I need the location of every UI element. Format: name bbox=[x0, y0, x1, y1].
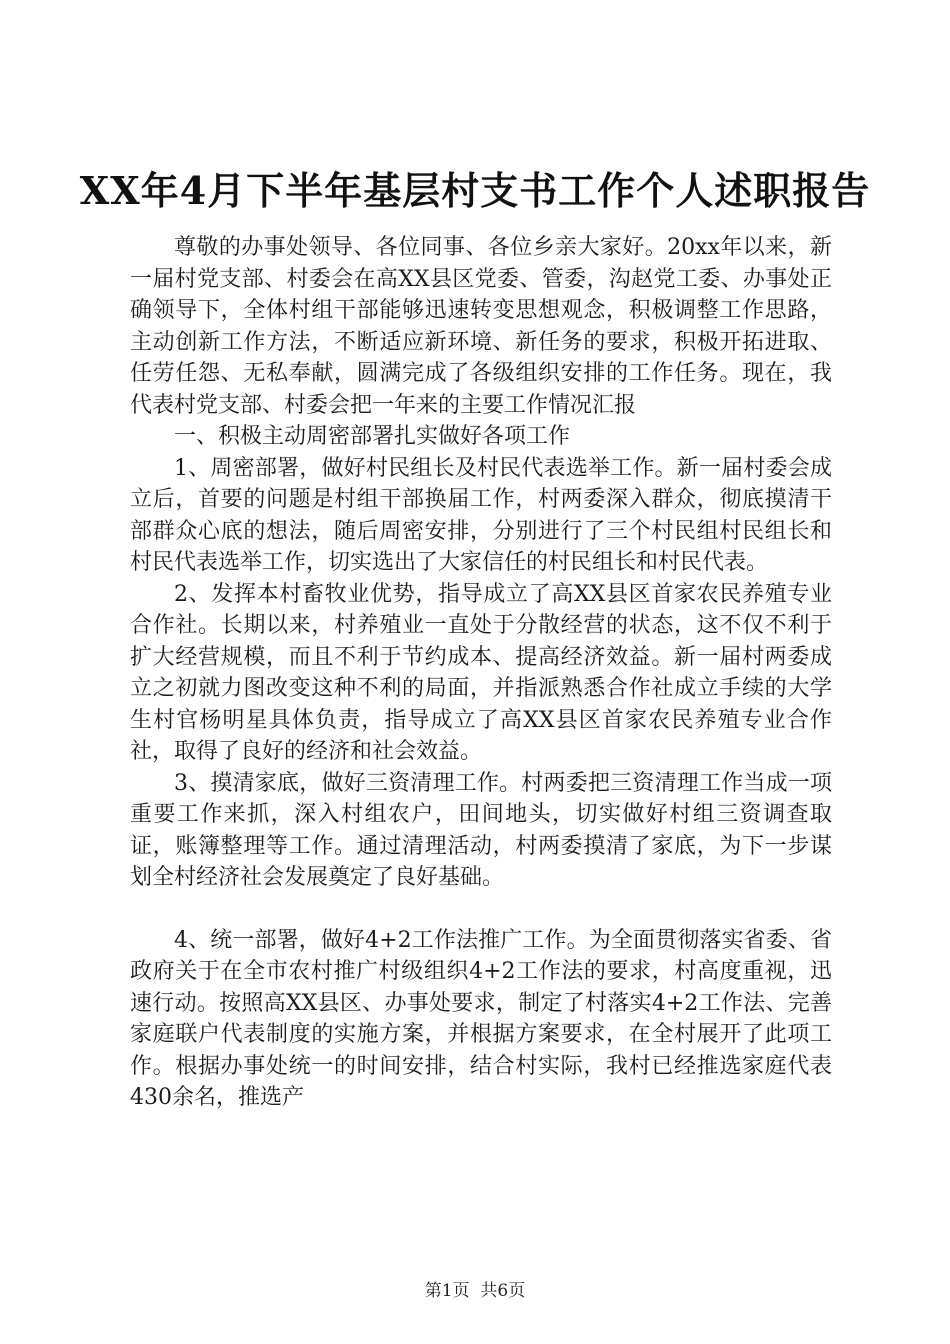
section-heading: 一、积极主动周密部署扎实做好各项工作 bbox=[174, 424, 571, 449]
page-number: 第1页 bbox=[424, 1281, 470, 1301]
page-total: 共6页 bbox=[480, 1281, 526, 1301]
paragraph-item-3: 3、摸清家底，做好三资清理工作。村两委把三资清理工作当成一项重要工作来抓，深入村组农户，田间地头，切实做好村组三资调查取证，账簿整理等工作。通过清理活动，村两委摸清了家底，为下一步谋划全村经济社会发展奠定了良好基础。 bbox=[130, 770, 832, 890]
paragraph-item-4: 4、统一部署，做好4+2工作法推广工作。为全面贯彻落实省委、省政府关于在全市农村推广村级组织4+2工作法的要求，村高度重视，迅速行动。按照高XX县区、办事处要求，制定了村落实4+2工作法、完善家庭联户代表制度的实施方案，并根据方案要求，在全村展开了此项工作。根据办事处统一的时间安排，结合村实际，我村已经推选家庭代表430余名，推选产 bbox=[130, 927, 832, 1110]
paragraph-intro: 尊敬的办事处领导、各位同事、各位乡亲大家好。20xx年以来，新一届村党支部、村委会在高XX县区党委、管委，沟赵党工委、办事处正确领导下，全体村组干部能够迅速转变思想观念，积极调整工作思路，主动创新工作方法，不断适应新环境、新任务的要求，积极开拓进取、任劳任怨、无私奉献，圆满完成了各级组织安排的工作任务。现在，我代表村党支部、村委会把一年来的主要工作情况汇报 bbox=[130, 235, 832, 418]
document-title: XX年4月下半年基层村支书工作个人述职报告 bbox=[79, 168, 871, 213]
page-footer bbox=[0, 1276, 950, 1301]
paragraph-item-1: 1、周密部署，做好村民组长及村民代表选举工作。新一届村委会成立后，首要的问题是村组干部换届工作，村两委深入群众，彻底摸清干部群众心底的想法，随后周密安排，分别进行了三个村民组村民组长和村民代表选举工作，切实选出了大家信任的村民组长和村民代表。 bbox=[130, 455, 832, 575]
paragraph-item-2: 2、发挥本村畜牧业优势，指导成立了高XX县区首家农民养殖专业合作社。长期以来，村养殖业一直处于分散经营的状态，这不仅不利于扩大经营规模，而且不利于节约成本、提高经济效益。新一届村两委成立之初就力图改变这种不利的局面，并指派熟悉合作社成立手续的大学生村官杨明星具体负责，指导成立了高XX县区首家农民养殖专业合作社，取得了良好的经济和社会效益。 bbox=[130, 581, 832, 764]
document-body bbox=[130, 232, 832, 1114]
